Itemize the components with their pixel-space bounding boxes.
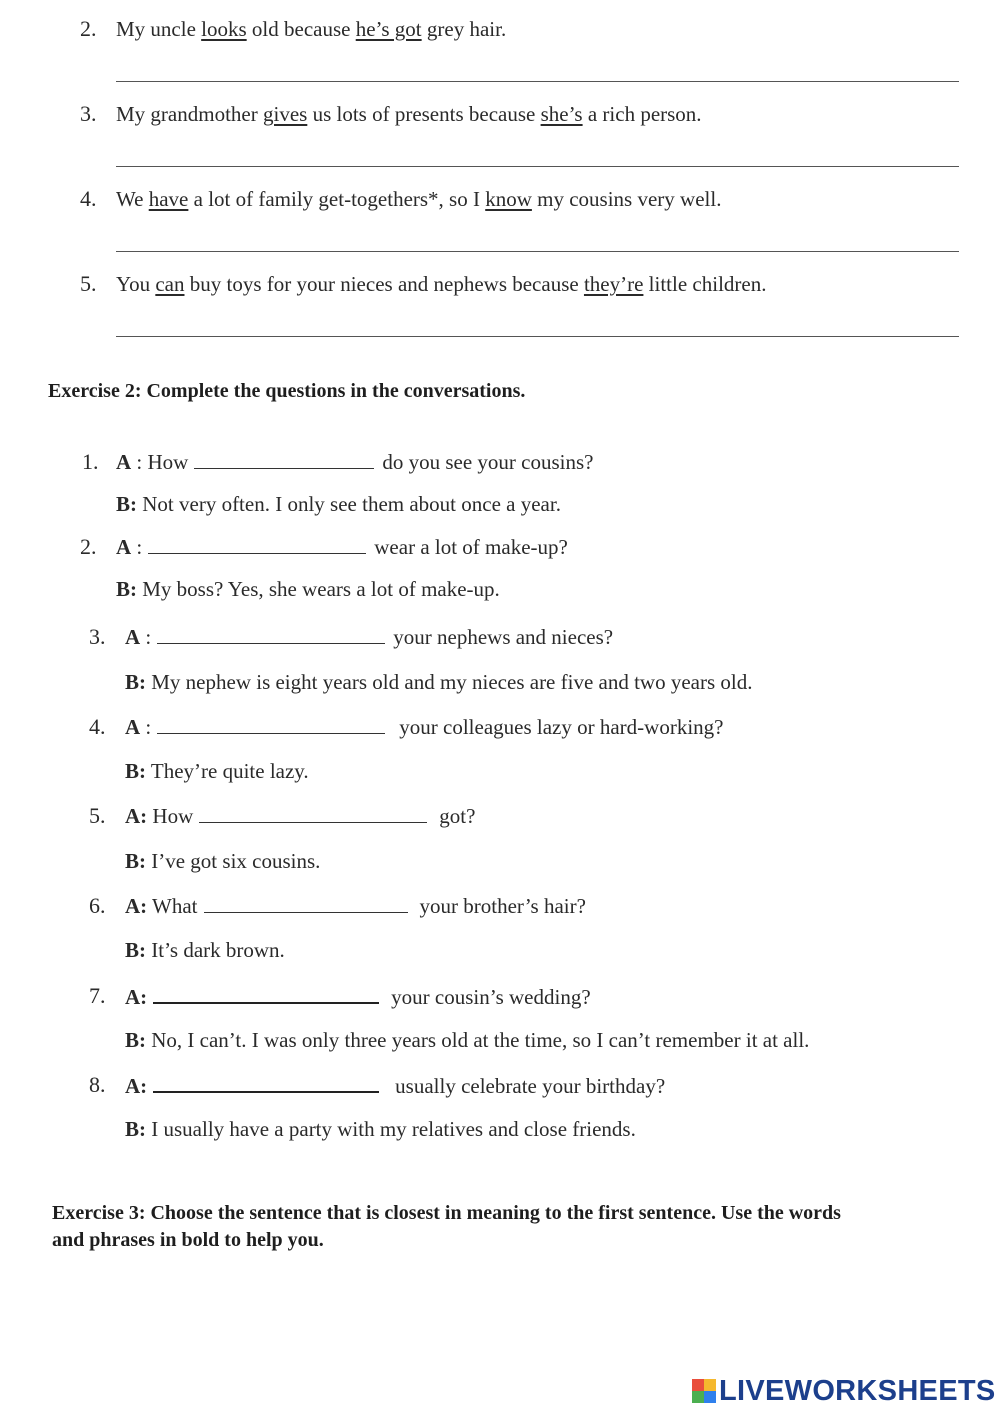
question-line (125, 625, 613, 650)
logo-text: LIVEWORKSHEETS (719, 1374, 996, 1407)
exercise1-sentence (116, 102, 702, 127)
item-number: 1. (82, 449, 99, 474)
question-line (116, 450, 593, 475)
answer-blank[interactable] (148, 535, 366, 554)
exercise3-heading-cont: and phrases in bold to help you. (52, 1229, 324, 1251)
speaker-a-label: A (125, 625, 141, 649)
sentence-text: a rich person. (582, 102, 702, 126)
underlined-word: have (148, 187, 189, 211)
speaker-b-label: B: (116, 492, 137, 516)
question-line (125, 984, 591, 1010)
answer-text: My nephew is eight years old and my nieces are five and two years old. (146, 670, 753, 694)
speaker-a-label: A (125, 715, 141, 739)
item-number: 8. (89, 1072, 106, 1097)
sentence-text: old because (246, 17, 356, 41)
underlined-word: know (485, 187, 532, 211)
exercise1-sentence (116, 187, 721, 212)
speaker-b-label: B: (125, 1117, 146, 1141)
sentence-text: us lots of presents because (307, 102, 541, 126)
question-line (116, 535, 568, 560)
question-post: usually celebrate your birthday? (395, 1074, 666, 1098)
answer-line-b (125, 849, 320, 874)
sentence-text: My grandmother (116, 102, 263, 126)
speaker-b-label: B: (125, 670, 146, 694)
answer-line[interactable] (116, 251, 959, 252)
answer-blank[interactable] (204, 894, 408, 913)
sentence-text: We (116, 187, 149, 211)
answer-text: I’ve got six cousins. (146, 849, 321, 873)
question-post: wear a lot of make-up? (374, 535, 568, 559)
underlined-word: can (155, 272, 185, 296)
exercise1-sentence (116, 272, 766, 297)
speaker-a-label: A (116, 535, 132, 559)
answer-line[interactable] (116, 81, 959, 82)
question-pre: : How (131, 450, 189, 474)
underlined-word: he’s got (355, 17, 422, 41)
underlined-word: she’s (540, 102, 583, 126)
logo-square (692, 1379, 704, 1391)
answer-line-b (116, 492, 561, 517)
question-line (125, 894, 586, 919)
sentence-text: buy toys for your nieces and nephews because (184, 272, 584, 296)
sentence-text: You (116, 272, 156, 296)
item-number: 4. (89, 714, 106, 739)
answer-line-b (125, 938, 285, 963)
sentence-text: my cousins very well. (531, 187, 722, 211)
underlined-word: gives (262, 102, 308, 126)
underlined-word: they’re (583, 272, 644, 296)
item-number: 6. (89, 893, 106, 918)
speaker-a-label: A: (125, 985, 148, 1009)
liveworksheets-logo (692, 1374, 996, 1408)
answer-blank[interactable] (157, 625, 385, 644)
logo-square (704, 1379, 716, 1391)
logo-square (692, 1391, 704, 1403)
answer-text: Not very often. I only see them about once a year. (137, 492, 561, 516)
answer-line[interactable] (116, 336, 959, 337)
sentence-text: a lot of family get-togethers*, so I (188, 187, 486, 211)
answer-blank[interactable] (194, 450, 374, 469)
item-number: 7. (89, 983, 106, 1008)
answer-text: No, I can’t. I was only three years old at the time, so I can’t remember it at all. (146, 1028, 810, 1052)
speaker-b-label: B: (125, 1028, 146, 1052)
sentence-text: little children. (643, 272, 767, 296)
question-pre: : (140, 715, 152, 739)
item-number: 4. (80, 186, 97, 211)
item-number: 5. (89, 803, 106, 828)
answer-text: It’s dark brown. (146, 938, 285, 962)
speaker-b-label: B: (125, 938, 146, 962)
sentence-text: grey hair. (421, 17, 507, 41)
question-pre: What (147, 894, 198, 918)
answer-text: They’re quite lazy. (146, 759, 309, 783)
question-post: your cousin’s wedding? (391, 985, 591, 1009)
answer-text: My boss? Yes, she wears a lot of make-up. (137, 577, 500, 601)
logo-square (704, 1391, 716, 1403)
answer-blank[interactable] (199, 804, 427, 823)
item-number: 5. (80, 271, 97, 296)
item-number: 2. (80, 16, 97, 41)
answer-line-b (125, 1117, 636, 1142)
answer-line-b (125, 1028, 809, 1053)
sentence-text: My uncle (116, 17, 202, 41)
answer-line-b (125, 670, 753, 695)
question-post: your brother’s hair? (419, 894, 586, 918)
speaker-a-label: A: (125, 1074, 148, 1098)
question-post: do you see your cousins? (382, 450, 594, 474)
question-line (125, 804, 475, 829)
answer-blank[interactable] (153, 1073, 379, 1093)
exercise1-sentence (116, 17, 506, 42)
item-number: 3. (89, 624, 106, 649)
answer-line-b (125, 759, 309, 784)
question-post: your nephews and nieces? (393, 625, 614, 649)
question-line (125, 1073, 665, 1099)
exercise3-heading: Exercise 3: Choose the sentence that is closest in meaning to the first sentence. Use the words (52, 1202, 841, 1224)
speaker-a-label: A: (125, 804, 148, 828)
speaker-b-label: B: (116, 577, 137, 601)
logo-icon (692, 1379, 716, 1403)
answer-line-b (116, 577, 500, 602)
question-pre: : (131, 535, 143, 559)
answer-blank[interactable] (157, 715, 385, 734)
speaker-b-label: B: (125, 849, 146, 873)
question-pre: How (147, 804, 194, 828)
question-post: got? (439, 804, 476, 828)
question-post: your colleagues lazy or hard-working? (399, 715, 724, 739)
exercise2-heading: Exercise 2: Complete the questions in the conversations. (48, 380, 526, 402)
question-line (125, 715, 723, 740)
underlined-word: looks (201, 17, 247, 41)
answer-text: I usually have a party with my relatives and close friends. (146, 1117, 636, 1141)
answer-blank[interactable] (153, 984, 379, 1004)
speaker-a-label: A: (125, 894, 148, 918)
question-pre: : (140, 625, 152, 649)
speaker-b-label: B: (125, 759, 146, 783)
item-number: 2. (80, 534, 97, 559)
answer-line[interactable] (116, 166, 959, 167)
item-number: 3. (80, 101, 97, 126)
speaker-a-label: A (116, 450, 132, 474)
